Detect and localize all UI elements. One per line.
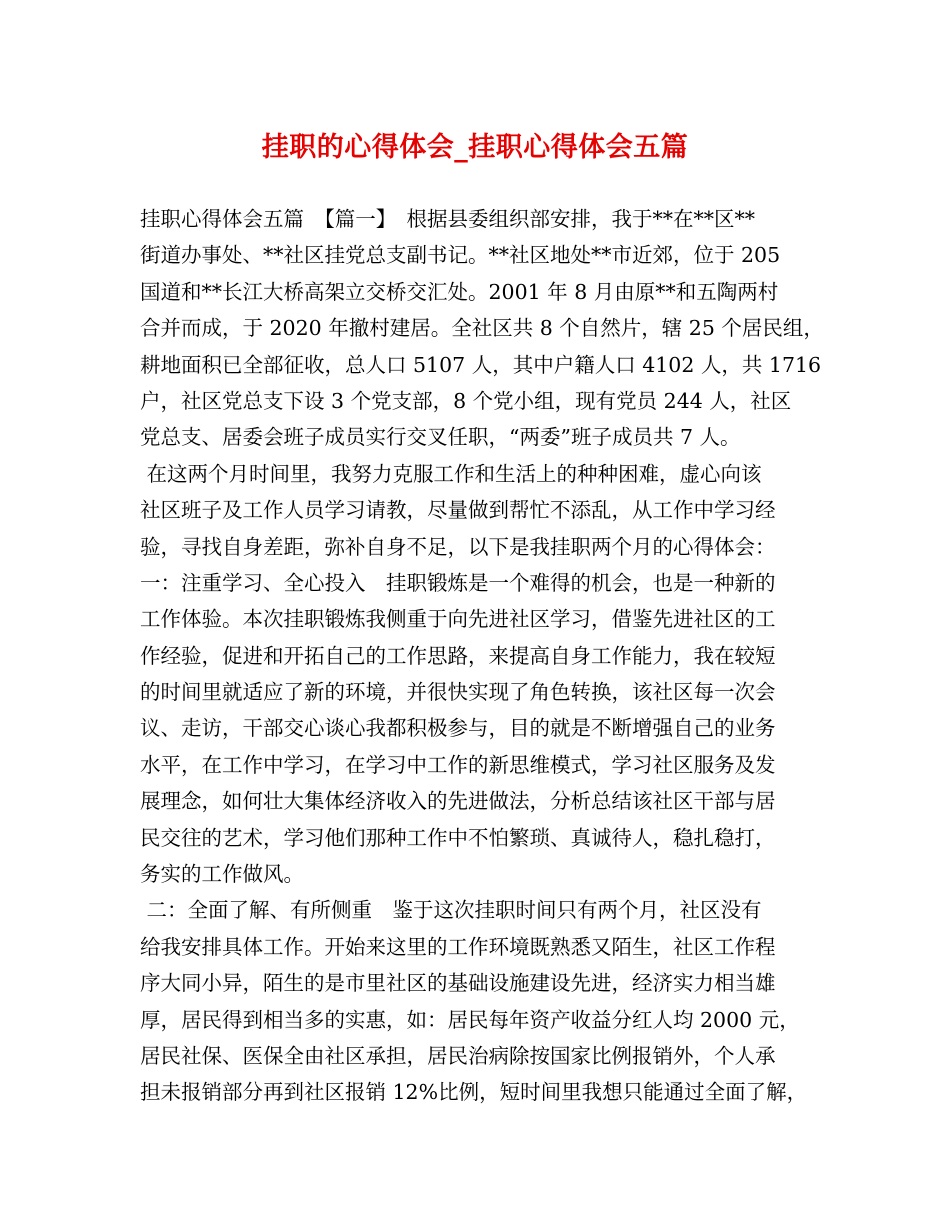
text-line: 耕地面积已全部征收，总人口 5107 人，其中户籍人口 4102 人，共 1716 — [140, 352, 822, 377]
text-line: 担未报销部分再到社区报销 12%比例，短时间里我想只能通过全面了解， — [140, 1080, 808, 1105]
text-line: 水平，在工作中学习，在学习中工作的新思维模式，学习社区服务及发 — [140, 752, 776, 777]
text-line: 街道办事处、**社区挂党总支副书记。**社区地处**市近郊，位于 205 — [140, 243, 781, 268]
text-line: 居民社保、医保全由社区承担，居民治病除按国家比例报销外，个人承 — [140, 1043, 776, 1068]
document-title: 挂职的心得体会_挂职心得体会五篇 — [261, 132, 689, 163]
text-line: 作经验，促进和开拓自己的工作思路，来提高自身工作能力，我在较短 — [140, 643, 776, 668]
text-line: 在这两个月时间里，我努力克服工作和生活上的种种困难，虚心向该 — [140, 461, 762, 486]
text-line: 验，寻找自身差距，弥补自身不足，以下是我挂职两个月的心得体会： — [140, 534, 776, 559]
text-line: 国道和**长江大桥高架立交桥交汇处。2001 年 8 月由原**和五陶两村 — [140, 279, 779, 304]
text-line: 序大同小异，陌生的是市里社区的基础设施建设先进，经济实力相当雄 — [140, 971, 776, 996]
text-line: 厚，居民得到相当多的实惠，如：居民每年资产收益分红人均 2000 元， — [140, 1007, 800, 1032]
text-line: 社区班子及工作人员学习请教，尽量做到帮忙不添乱，从工作中学习经 — [140, 498, 776, 523]
text-line: 一：注重学习、全心投入 挂职锻炼是一个难得的机会，也是一种新的 — [140, 570, 776, 595]
text-line: 务实的工作做风。 — [140, 862, 304, 887]
text-line: 的时间里就适应了新的环境，并很快实现了角色转换，该社区每一次会 — [140, 680, 776, 705]
text-line: 议、走访，干部交心谈心我都积极参与，目的就是不断增强自己的业务 — [140, 716, 776, 741]
text-line: 二：全面了解、有所侧重 鉴于这次挂职时间只有两个月，社区没有 — [140, 898, 762, 923]
text-line: 给我安排具体工作。开始来这里的工作环境既熟悉又陌生，社区工作程 — [140, 934, 776, 959]
text-line: 党总支、居委会班子成员实行交叉任职，“两委”班子成员共 7 人。 — [140, 425, 741, 450]
text-line: 工作体验。本次挂职锻炼我侧重于向先进社区学习，借鉴先进社区的工 — [140, 607, 776, 632]
text-line: 挂职心得体会五篇 【篇一】 根据县委组织部安排，我于**在**区** — [140, 207, 755, 231]
text-line: 合并而成，于 2020 年撤村建居。全社区共 8 个自然片，辖 25 个居民组， — [140, 316, 824, 341]
text-line: 民交往的艺术，学习他们那种工作中不怕繁琐、真诚待人，稳扎稳打， — [140, 825, 776, 850]
text-line: 户，社区党总支下设 3 个党支部，8 个党小组，现有党员 244 人，社区 — [140, 388, 792, 413]
document-body — [140, 201, 830, 1111]
text-line: 展理念，如何壮大集体经济收入的先进做法，分析总结该社区干部与居 — [140, 789, 776, 814]
